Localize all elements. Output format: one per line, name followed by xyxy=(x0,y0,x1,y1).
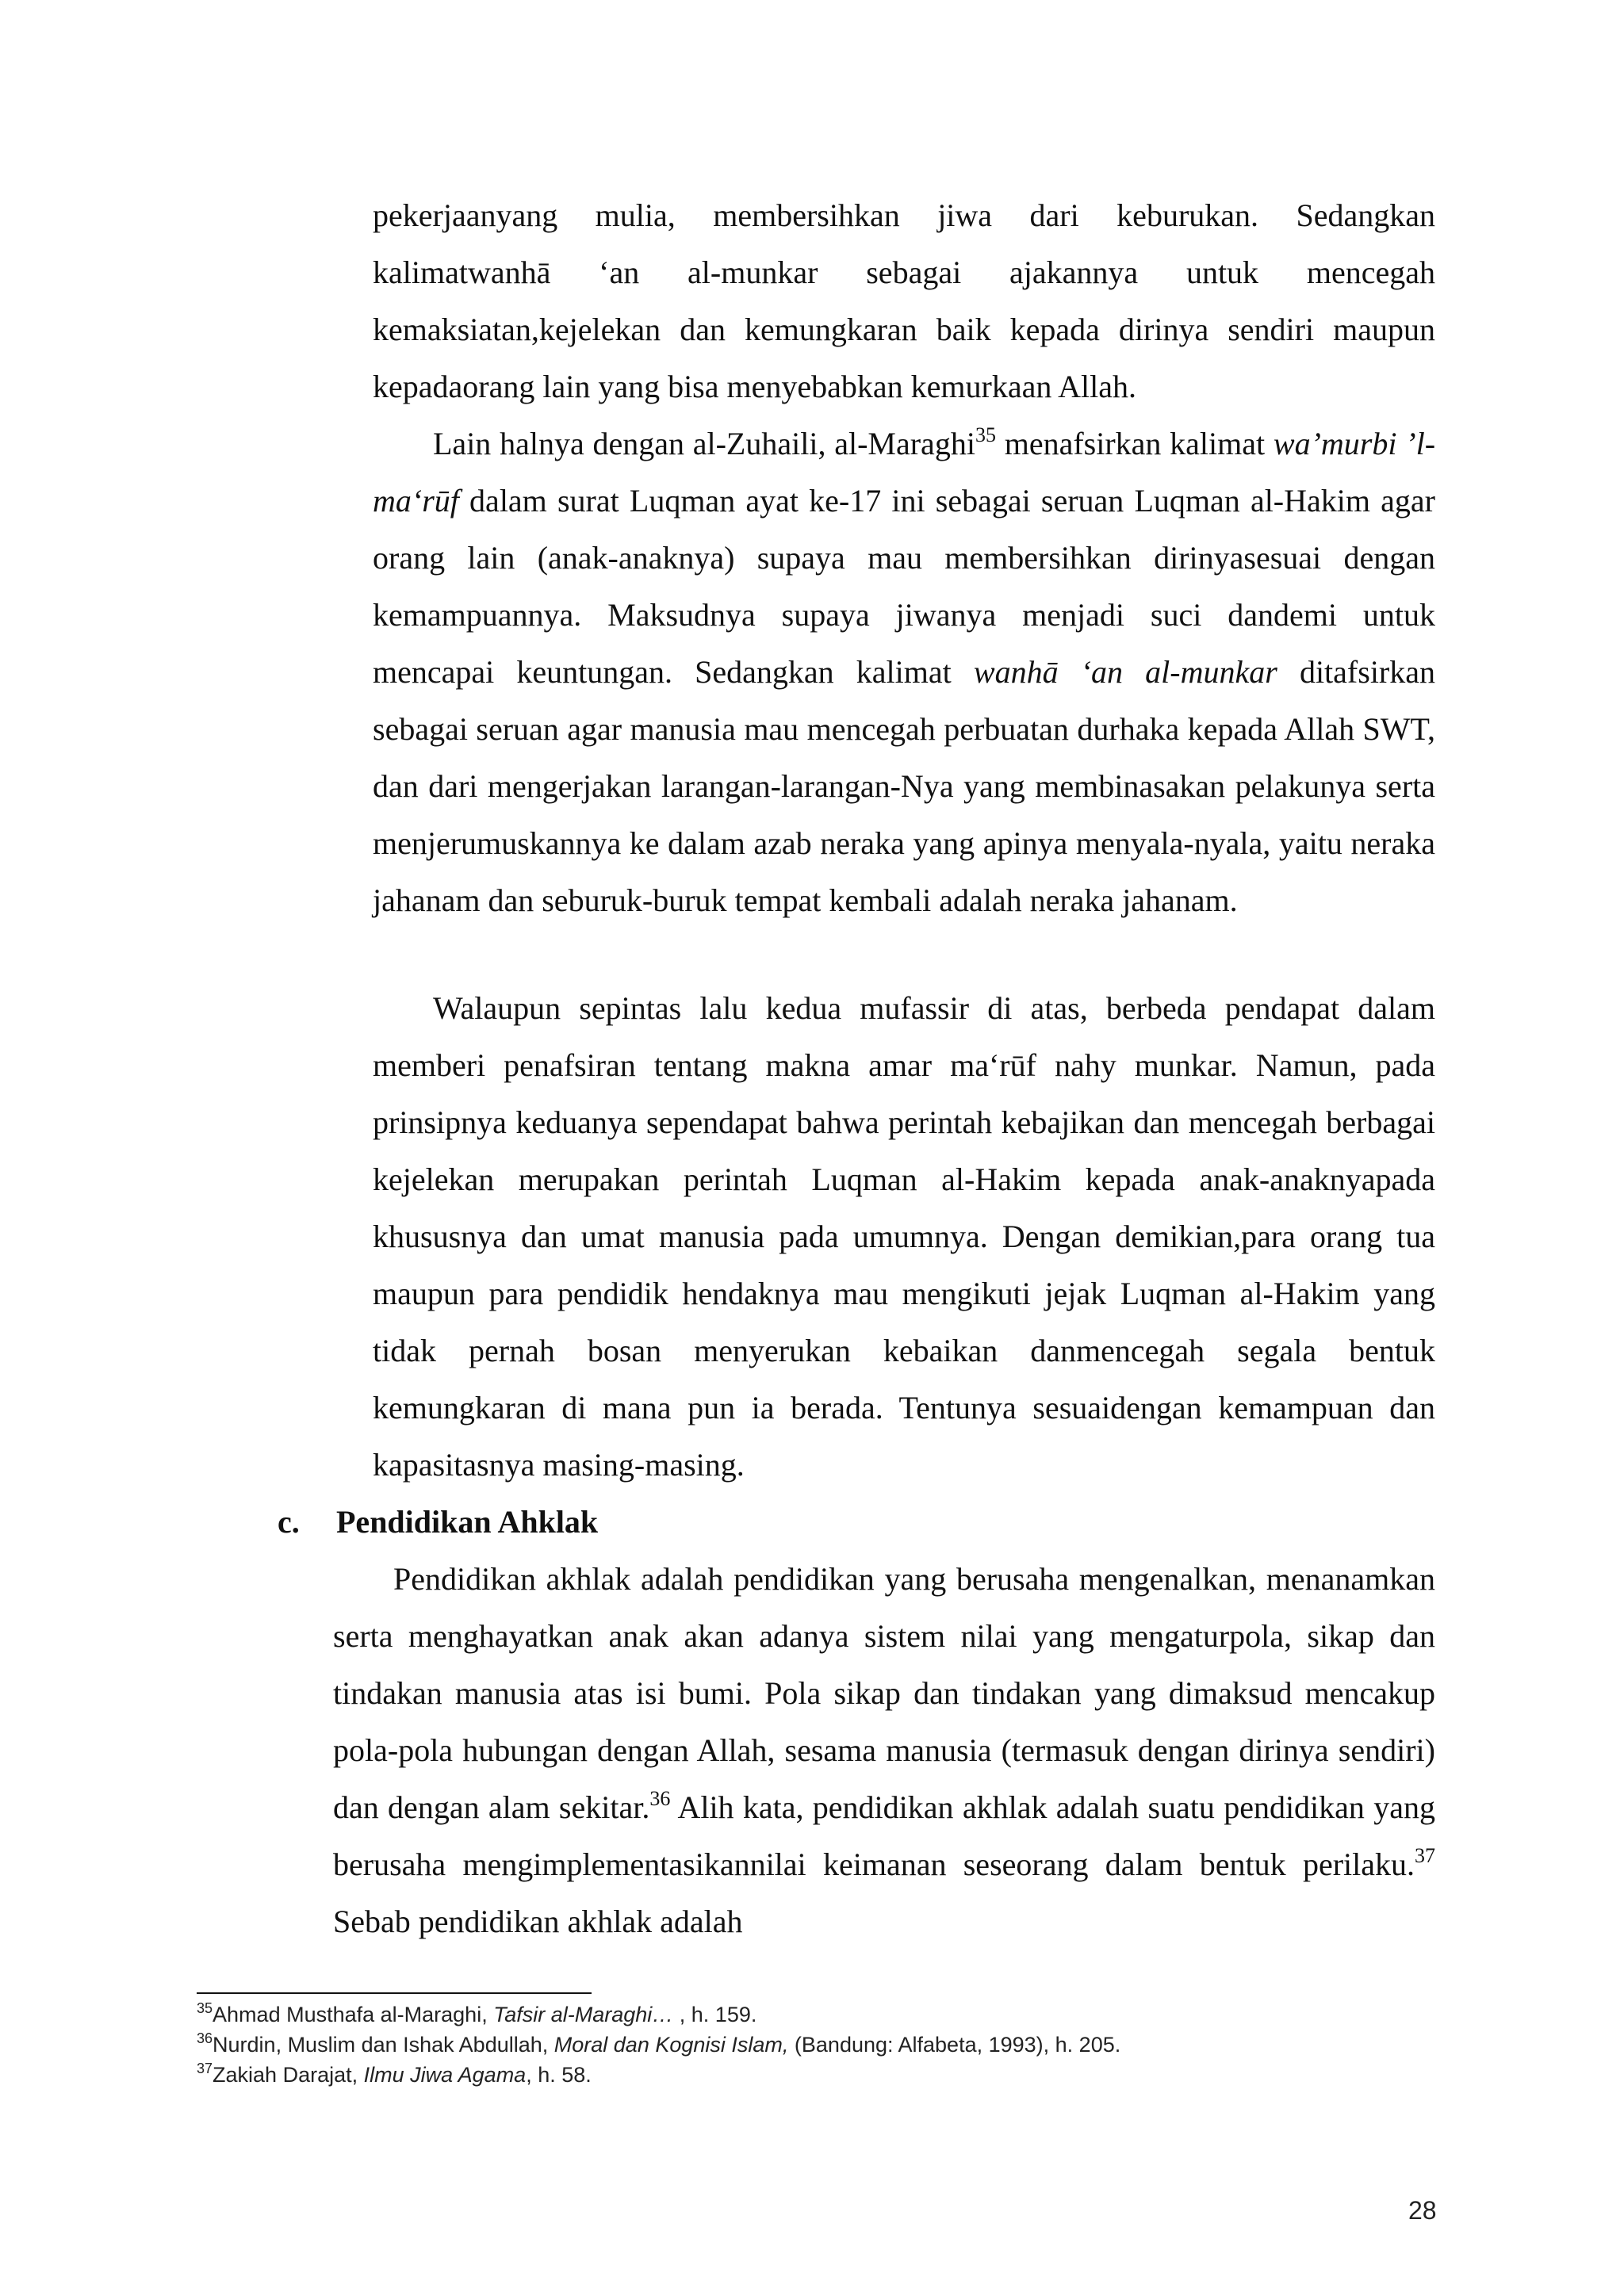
footnote-book-title: Ilmu Jiwa Agama xyxy=(363,2063,527,2087)
paragraph-text: Walaupun sepintas lalu kedua mufassir di atas, berbeda pendapat dalam memberi penafsiran tentang makna amar ma‘rūf nahy munkar. Namun, pada prinsipnya keduanya sependapat bahwa perintah kebajikan dan mencegah berbagai kejelekan merupakan perintah Luqman al-Hakim kepada anak-anaknyapada khususnya dan umat manusia pada umumnya. Dengan demikian,para orang tua maupun para pendidik hendaknya mau mengikuti jejak Luqman al-Hakim yang tidak pernah bosan menyerukan kebaikan danmencegah segala bentuk kemungkaran di mana pun ia berada. Tentunya sesuaidengan kemampuan dan kapasitasnya masing-masing. xyxy=(373,990,1435,1483)
footnote-number: 36 xyxy=(197,2030,213,2046)
footnote-book-title: Moral dan Kognisi Islam, xyxy=(553,2033,789,2057)
paragraph-text: menafsirkan kalimat xyxy=(995,426,1274,461)
paragraph-text: dalam surat Luqman ayat ke-17 ini sebagai seruan Luqman al-Hakim agar orang lain (anak-anaknya) supaya mau membersihkan dirinyasesuai dengan kemampuannya. Maksudnya supaya jiwanya menjadi suci dandemi untuk mencapai keuntungan. Sedangkan kalimat xyxy=(373,483,1435,690)
paragraph-text: Lain halnya dengan al-Zuhaili, al-Maraghi xyxy=(433,426,975,461)
footnote-reference[interactable]: 35 xyxy=(975,423,996,446)
footnote-number: 35 xyxy=(197,2000,213,2016)
section-heading xyxy=(278,1494,598,1551)
footnote-author: Nurdin, Muslim dan Ishak Abdullah, xyxy=(213,2033,554,2057)
footnote-detail: , h. 58. xyxy=(526,2063,592,2087)
paragraph-text: Sebab pendidikan akhlak adalah xyxy=(333,1904,743,1939)
footnote-divider xyxy=(197,1992,592,1994)
footnote-book-title: Tafsir al-Maraghi… xyxy=(493,2003,674,2026)
page-number: 28 xyxy=(1408,2196,1437,2225)
body-paragraph xyxy=(373,980,1435,1494)
paragraph-text: pekerjaanyang mulia, membersihkan jiwa dari keburukan. Sedangkan kalimatwanhā ‘an al-munkar sebagai ajakannya untuk mencegah kemaksiatan,kejelekan dan kemungkaran baik kepada dirinya sendiri maupun kepadaorang lain yang bisa menyebabkan kemurkaan Allah. xyxy=(373,197,1435,404)
paragraph-text: Alih kata, pendidikan akhlak adalah suatu pendidikan yang berusaha mengimplementasikannilai keimanan seseorang dalam bentuk perilaku. xyxy=(333,1789,1435,1882)
footnote-author: Ahmad Musthafa al-Maraghi, xyxy=(213,2003,494,2026)
paragraph-text: ditafsirkan sebagai seruan agar manusia mau mencegah perbuatan durhaka kepada Allah SWT, dan dari mengerjakan larangan-larangan-Nya yang membinasakan pelakunya serta menjerumuskannya ke dalam azab neraka yang apinya menyala-nyala, yaitu neraka jahanam dan seburuk-buruk tempat kembali adalah neraka jahanam. xyxy=(373,654,1436,918)
footnote-number: 37 xyxy=(197,2061,213,2076)
body-paragraph xyxy=(373,187,1435,415)
paragraph-text: Pendidikan akhlak adalah pendidikan yang berusaha mengenalkan, menanamkan serta menghayatkan anak akan adanya sistem nilai yang mengaturpola, sikap dan tindakan manusia atas isi bumi. Pola sikap dan tindakan yang dimaksud mencakup pola-pola hubungan dengan Allah, sesama manusia (termasuk dengan dirinya sendiri) dan dengan alam sekitar. xyxy=(333,1561,1435,1825)
body-paragraph xyxy=(333,1551,1435,1950)
section-title: Pendidikan Ahklak xyxy=(336,1504,599,1540)
arabic-term: wanhā ‘an al-munkar xyxy=(973,654,1277,690)
footnote-author: Zakiah Darajat, xyxy=(213,2063,364,2087)
footnote-item xyxy=(197,1999,1434,2030)
footnote-reference[interactable]: 37 xyxy=(1415,1844,1435,1867)
arabic-term: wa’murbi ’l-ma‘rūf xyxy=(373,426,1436,519)
footnote-detail: (Bandung: Alfabeta, 1993), h. 205. xyxy=(788,2033,1121,2057)
section-letter: c. xyxy=(278,1504,300,1540)
footnotes xyxy=(197,1999,1434,2090)
body-paragraph xyxy=(373,415,1435,929)
footnote-item xyxy=(197,2060,1434,2090)
footnote-item xyxy=(197,2030,1434,2060)
footnote-reference[interactable]: 36 xyxy=(649,1787,671,1810)
footnote-detail: , h. 159. xyxy=(673,2003,757,2026)
